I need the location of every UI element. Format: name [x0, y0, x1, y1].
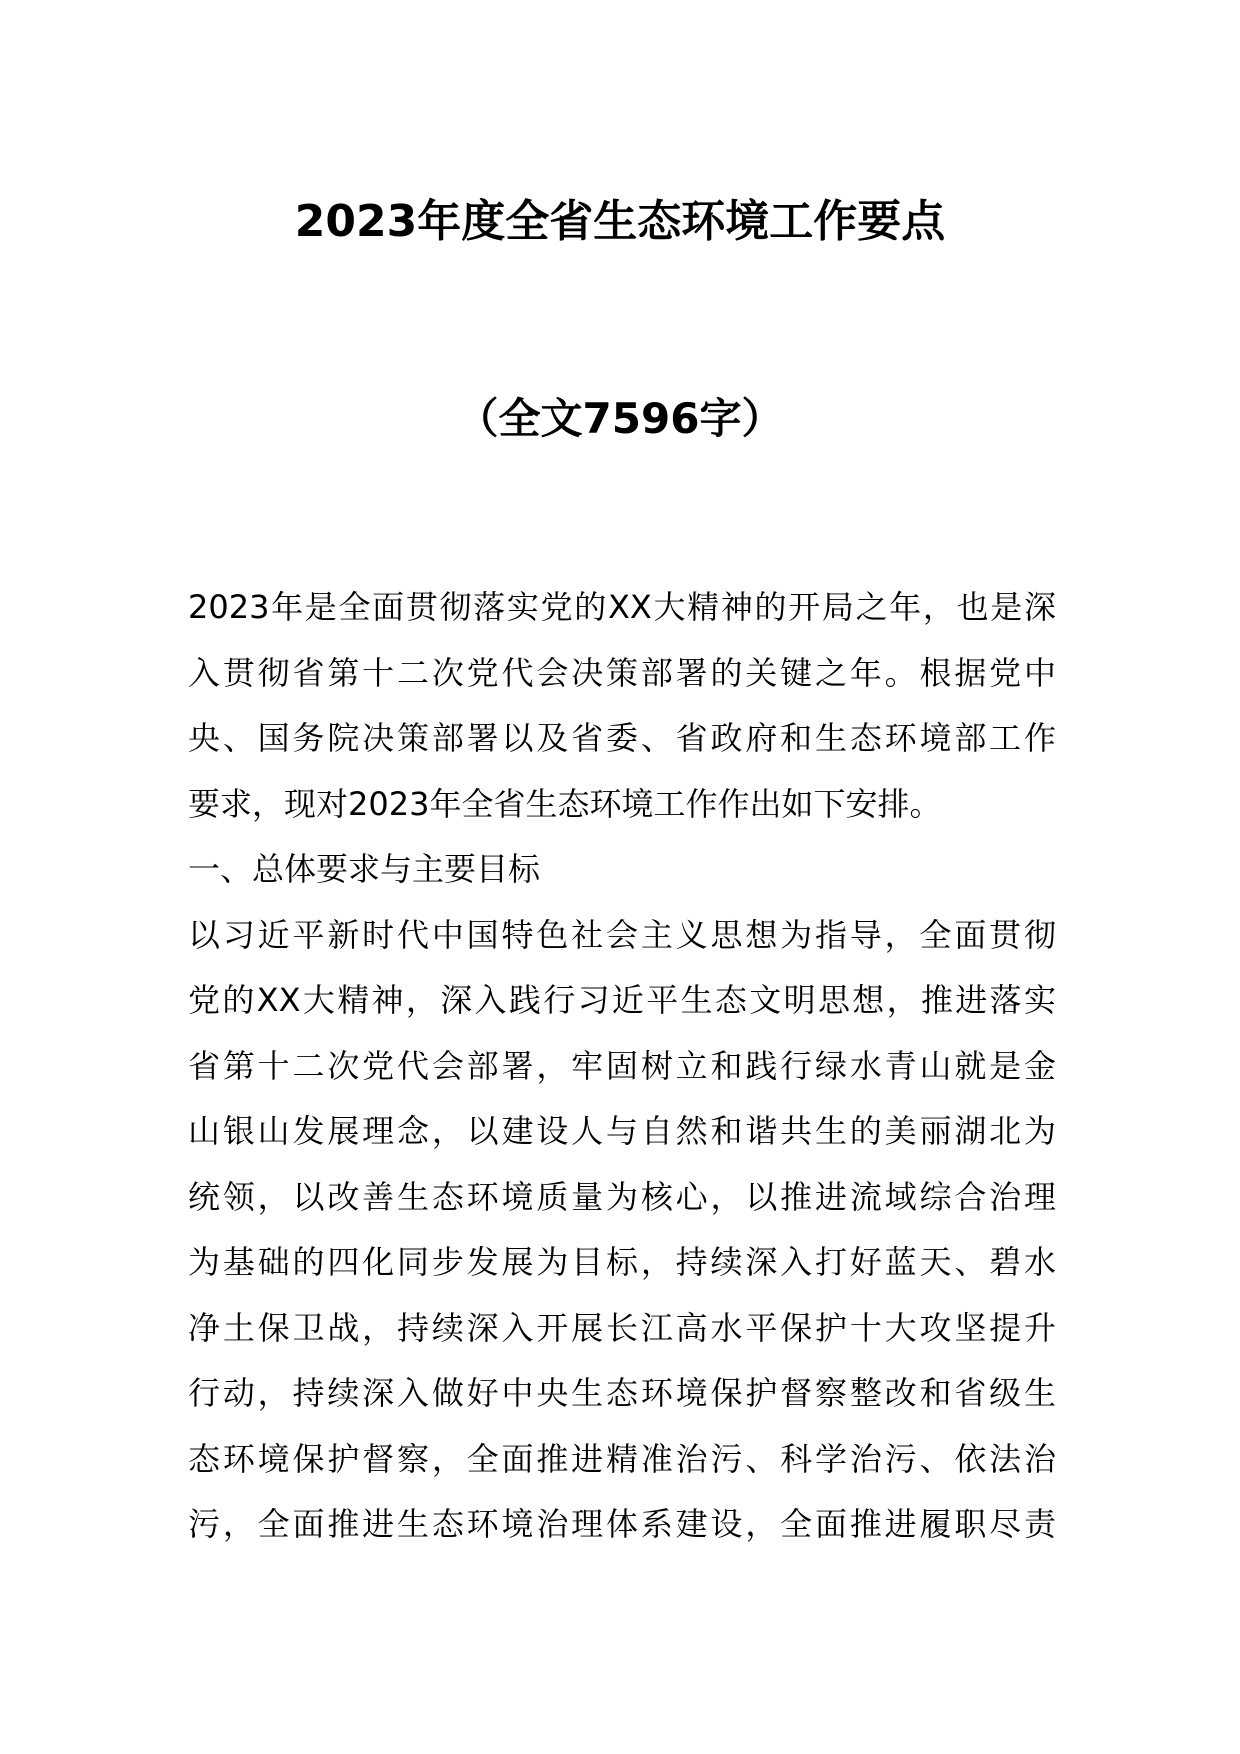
- document-title: 2023年度全省生态环境工作要点: [294, 196, 946, 247]
- body-text-line: 污，全面推进生态环境治理体系建设，全面推进履职尽责: [188, 1505, 1056, 1543]
- body-text-line: 以习近平新时代中国特色社会主义思想为指导，全面贯彻: [188, 915, 1056, 954]
- document-body: [188, 575, 1056, 1558]
- body-text-line: 入贯彻省第十二次党代会决策部署的关键之年。根据党中: [188, 653, 1056, 692]
- body-text-line: 党的XX大精神，深入践行习近平生态文明思想，推进落实: [188, 981, 1056, 1019]
- body-text-line: 一、总体要求与主要目标: [188, 850, 541, 888]
- body-text-line: 山银山发展理念，以建设人与自然和谐共生的美丽湖北为: [188, 1112, 1056, 1150]
- body-text-line: 态环境保护督察，全面推进精准治污、科学治污、依法治: [188, 1439, 1056, 1478]
- body-text-line: 净土保卫战，持续深入开展长江高水平保护十大攻坚提升: [188, 1308, 1056, 1347]
- body-text-line: 要求，现对2023年全省生态环境工作作出如下安排。: [188, 784, 942, 823]
- body-text-line: 行动，持续深入做好中央生态环境保护督察整改和省级生: [188, 1374, 1056, 1412]
- document-subtitle: （全文7596字）: [456, 394, 784, 443]
- body-text-line: 省第十二次党代会部署，牢固树立和践行绿水青山就是金: [188, 1046, 1056, 1085]
- body-text-line: 统领，以改善生态环境质量为核心，以推进流域综合治理: [188, 1177, 1056, 1216]
- body-text-line: 央、国务院决策部署以及省委、省政府和生态环境部工作: [188, 719, 1056, 757]
- body-text-line: 为基础的四化同步发展为目标，持续深入打好蓝天、碧水: [188, 1243, 1056, 1281]
- body-text-line: 2023年是全面贯彻落实党的XX大精神的开局之年，也是深: [188, 588, 1056, 626]
